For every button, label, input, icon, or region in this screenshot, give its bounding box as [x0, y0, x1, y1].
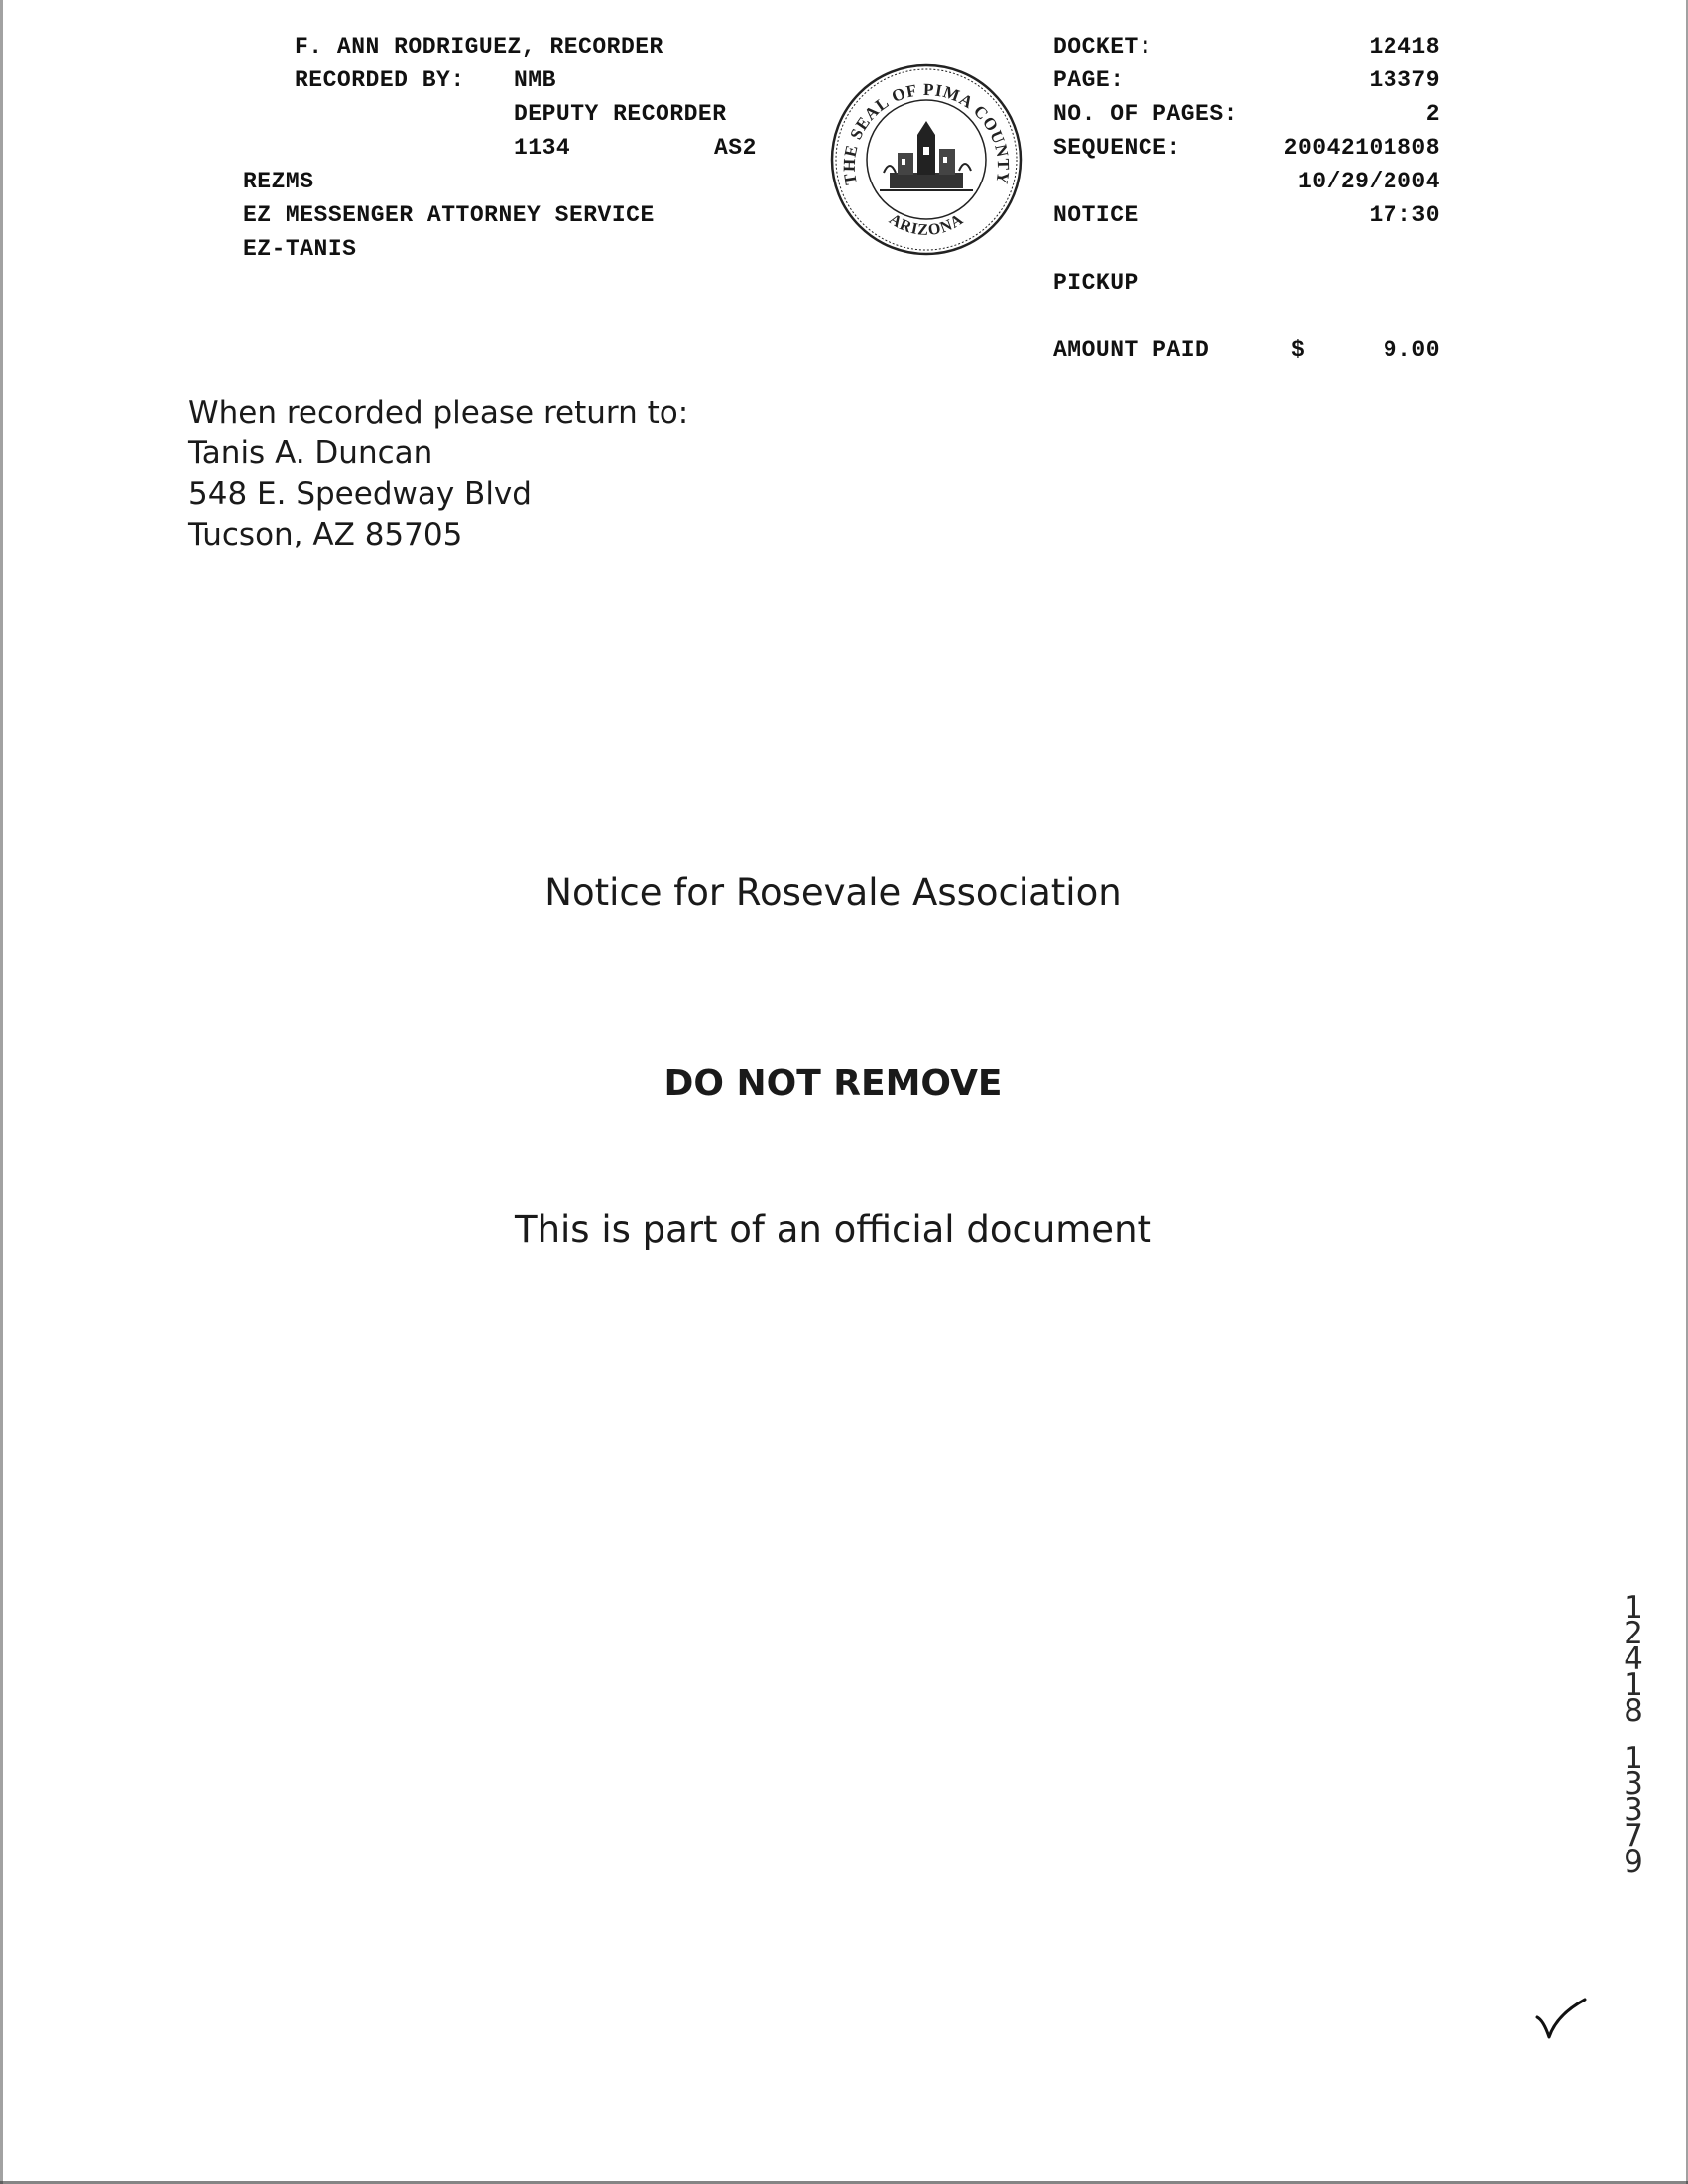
- stamp-digit: 4: [1624, 1641, 1643, 1677]
- sequence-value: 20042101808: [1283, 135, 1440, 161]
- delivery-method: PICKUP: [1053, 270, 1139, 296]
- sequence-label: SEQUENCE:: [1053, 135, 1181, 161]
- submitter-company: EZ MESSENGER ATTORNEY SERVICE: [243, 202, 655, 228]
- return-city: Tucson, AZ 85705: [188, 517, 463, 552]
- amount-value: 9.00: [1383, 337, 1440, 363]
- record-time: 17:30: [1369, 202, 1440, 228]
- county-seal-icon: [828, 61, 1025, 258]
- amount-label: AMOUNT PAID: [1053, 337, 1210, 363]
- seal-bottom-text: ARIZONA: [886, 210, 967, 239]
- recorded-by-label: RECORDED BY:: [295, 67, 465, 93]
- stamp-digit: 1: [1624, 1667, 1643, 1703]
- notice-statement: This is part of an official document: [514, 1208, 1152, 1251]
- submitter-reference: EZ-TANIS: [243, 236, 357, 262]
- notice-title: Notice for Rosevale Association: [544, 871, 1122, 913]
- deputy-code: AS2: [714, 135, 757, 161]
- submitter-code: REZMS: [243, 169, 314, 194]
- record-date: 10/29/2004: [1297, 169, 1440, 194]
- document-type: NOTICE: [1053, 202, 1139, 228]
- stamp-digit: 1: [1624, 1590, 1643, 1626]
- pages-value: 2: [1425, 101, 1440, 127]
- stamp-digit: 7: [1624, 1818, 1643, 1854]
- notice-warning: DO NOT REMOVE: [663, 1063, 1003, 1104]
- svg-text:ARIZONA: [886, 211, 967, 239]
- deputy-id: 1134: [514, 135, 571, 161]
- pages-label: NO. OF PAGES:: [1053, 101, 1238, 127]
- recorder-name: F. ANN RODRIGUEZ, RECORDER: [295, 34, 663, 60]
- return-heading: When recorded please return to:: [188, 395, 689, 430]
- seal-top-text: THE SEAL OF PIMA COUNTY: [839, 79, 1014, 186]
- recorded-by-value: NMB: [514, 67, 556, 93]
- return-street: 548 E. Speedway Blvd: [188, 476, 532, 512]
- margin-docket-page-stamp: [1617, 1590, 1650, 1880]
- amount-currency: $: [1291, 337, 1306, 363]
- stamp-digit: 2: [1624, 1616, 1643, 1651]
- docket-label: DOCKET:: [1053, 34, 1153, 60]
- docket-value: 12418: [1369, 34, 1440, 60]
- return-name: Tanis A. Duncan: [188, 435, 433, 471]
- stamp-digit: 8: [1624, 1693, 1643, 1729]
- seal-building-icon: [880, 121, 973, 190]
- page-label: PAGE:: [1053, 67, 1125, 93]
- handwritten-check-icon: [1533, 1996, 1589, 2043]
- stamp-digit: 3: [1624, 1792, 1643, 1828]
- stamp-digit: 1: [1624, 1741, 1643, 1776]
- deputy-recorder: DEPUTY RECORDER: [514, 101, 727, 127]
- stamp-digit: 3: [1624, 1766, 1643, 1802]
- stamp-digit: 9: [1624, 1844, 1643, 1880]
- page-value: 13379: [1369, 67, 1440, 93]
